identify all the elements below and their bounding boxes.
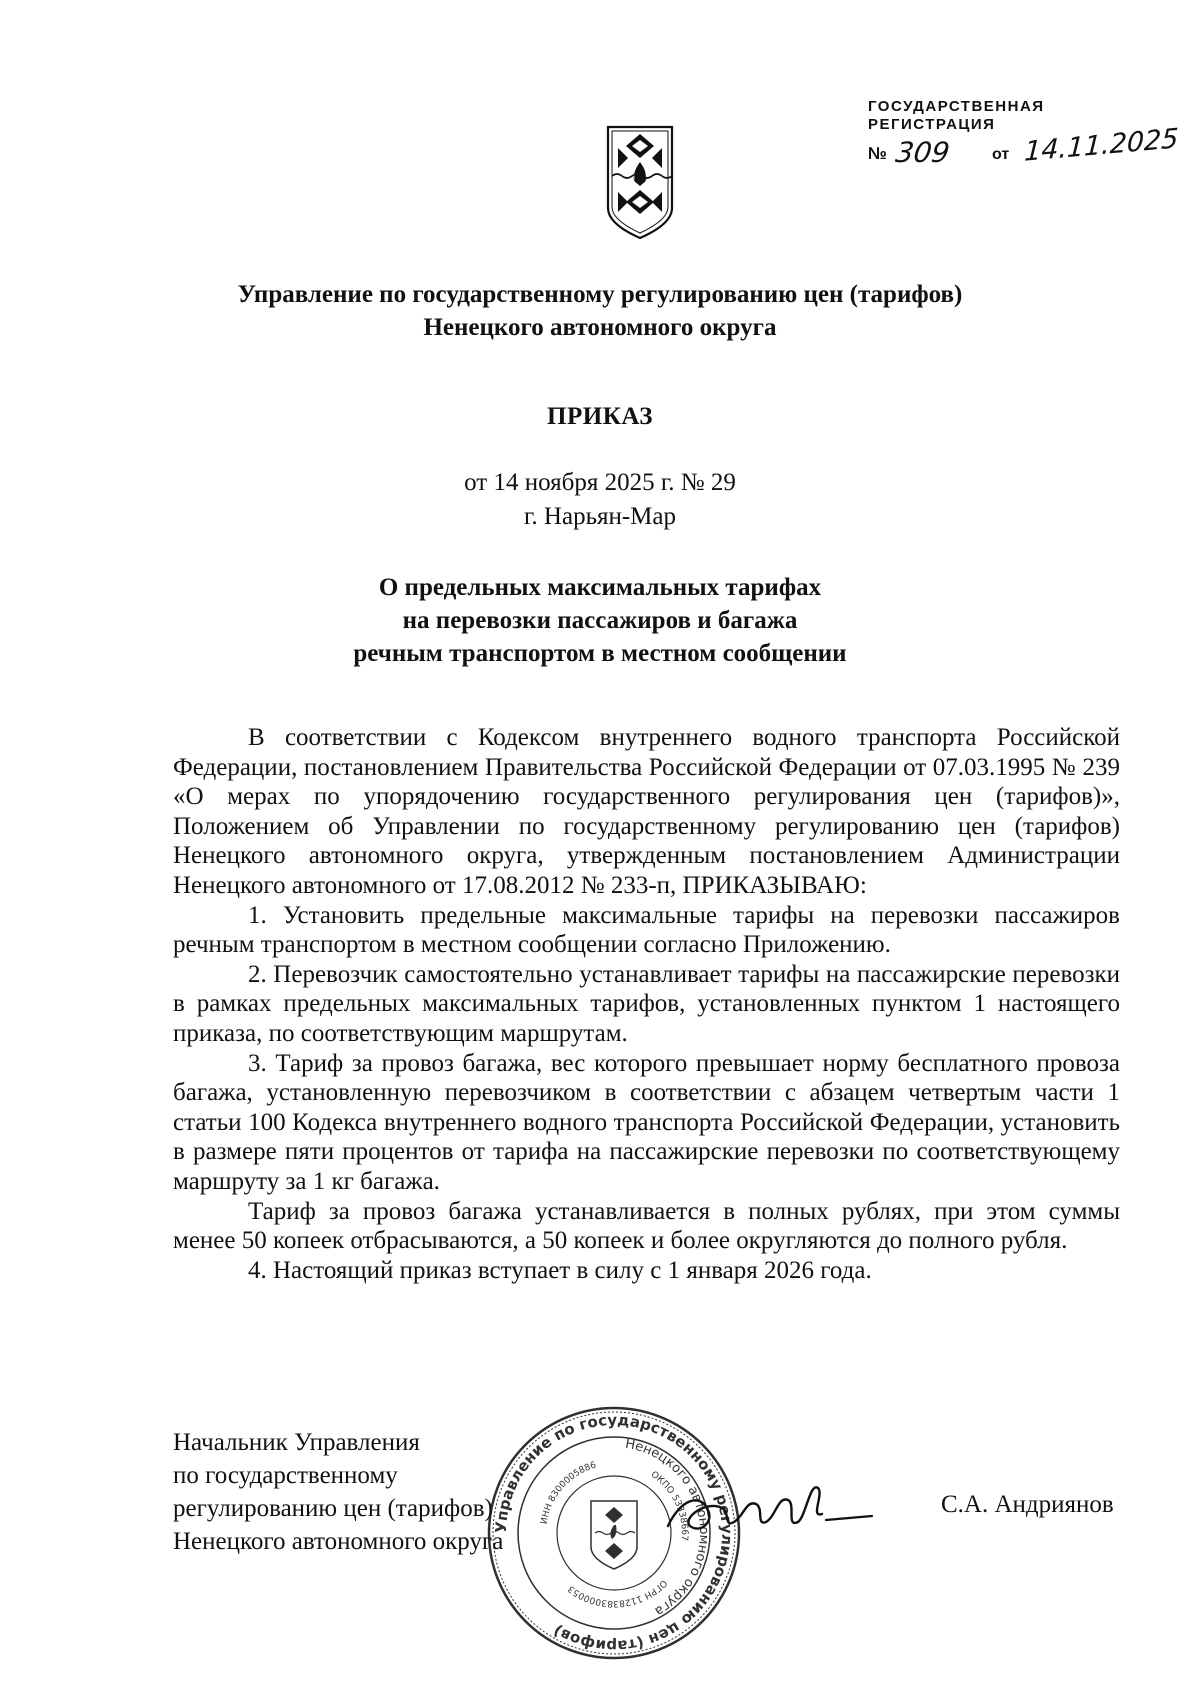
seal-outer-text-path: Управление по государственному регулированию цен (тарифов) <box>491 1410 737 1656</box>
body-item-3-note: Тариф за провоз багажа устанавливается в полных рублях, при этом суммы менее 50 копеек отбрасываются, а 50 копеек и более округляются до полного рубля. <box>173 1197 1120 1255</box>
registration-heading-line1: ГОСУДАРСТВЕННАЯ <box>868 98 1045 115</box>
seal-code-ogrn-path: ОГРН 1128383000053 <box>566 1577 669 1609</box>
registration-date: 14.11.2025 <box>1023 123 1180 168</box>
order-city: г. Нарьян-Мар <box>523 503 676 530</box>
registration-number: 309 <box>893 136 952 169</box>
order-meta <box>0 466 1200 534</box>
signature-title-line4: Ненецкого автономного округа <box>173 1528 504 1555</box>
agency-heading-line2: Ненецкого автономного округа <box>423 314 777 341</box>
registration-number-label: № <box>868 144 887 163</box>
order-date-number: от 14 ноября 2025 г. № 29 <box>464 469 736 496</box>
registration-date-label: от <box>992 146 1010 163</box>
order-body <box>173 723 1120 1285</box>
seal-code-ogrn <box>567 1577 669 1608</box>
signature-title-line2: по государственному <box>173 1462 398 1489</box>
document-type-title: ПРИКАЗ <box>547 403 653 430</box>
handwritten-signature <box>660 1470 880 1550</box>
seal-code-inn <box>540 1460 598 1525</box>
body-item-3: 3. Тариф за провоз багажа, вес которого превышает норму бесплатного провоза багажа, установленную перевозчиком в соответствии с абзацем четвертым части 1 статьи 100 Кодекса внутреннего водного транспорта Российской Федерации, установить в размере пяти процентов от тарифа на пассажирские перевозки по соответствующему маршруту за 1 кг багажа. <box>173 1049 1120 1195</box>
seal-emblem-icon <box>591 1501 637 1569</box>
subject-line1: О предельных максимальных тарифах <box>378 574 822 601</box>
signature-title-block <box>173 1426 503 1558</box>
seal-inner-text-path: Ненецкого автономного округа <box>624 1436 712 1619</box>
signer-name: С.А. Андриянов <box>941 1491 1114 1518</box>
registration-stamp <box>868 98 1180 176</box>
signature-title-line1: Начальник Управления <box>173 1429 420 1456</box>
agency-heading-line1: Управление по государственному регулированию цен (тарифов) <box>237 281 963 308</box>
body-preamble: В соответствии с Кодексом внутреннего водного транспорта Российской Федерации, постановлением Правительства Российской Федерации от 07.03.1995 № 239 «О мерах по упорядочению государственного регулирования цен (тарифов)», Положением об Управлении по государственному регулированию цен (тарифов) Ненецкого автономного округа, утвержденным постановлением Администрации Ненецкого автономного от 17.08.2012 № 233-п, ПРИКАЗЫВАЮ: <box>173 724 1120 899</box>
subject-line2: на перевозки пассажиров и багажа <box>402 607 798 634</box>
subject-line3: речным транспортом в местном сообщении <box>353 640 847 667</box>
seal-code-inn-path: ИНН 8300005886 <box>539 1460 598 1525</box>
agency-heading <box>0 278 1200 344</box>
registration-heading-line2: РЕГИСТРАЦИЯ <box>868 116 996 133</box>
coat-of-arms-emblem <box>604 124 676 242</box>
seal-code-okpo-path: ОКПО 53338667 <box>648 1469 690 1542</box>
order-subject <box>0 571 1200 670</box>
body-item-1: 1. Установить предельные максимальные тарифы на перевозки пассажиров речным транспортом в местном сообщении согласно Приложению. <box>173 901 1120 959</box>
body-item-4: 4. Настоящий приказ вступает в силу с 1 января 2026 года. <box>248 1256 872 1284</box>
body-item-2: 2. Перевозчик самостоятельно устанавливает тарифы на пассажирские перевозки в рамках предельных максимальных тарифов, установленных пунктом 1 настоящего приказа, по соответствующим маршрутам. <box>173 960 1120 1047</box>
signature-title-line3: регулированию цен (тарифов) <box>173 1495 493 1522</box>
